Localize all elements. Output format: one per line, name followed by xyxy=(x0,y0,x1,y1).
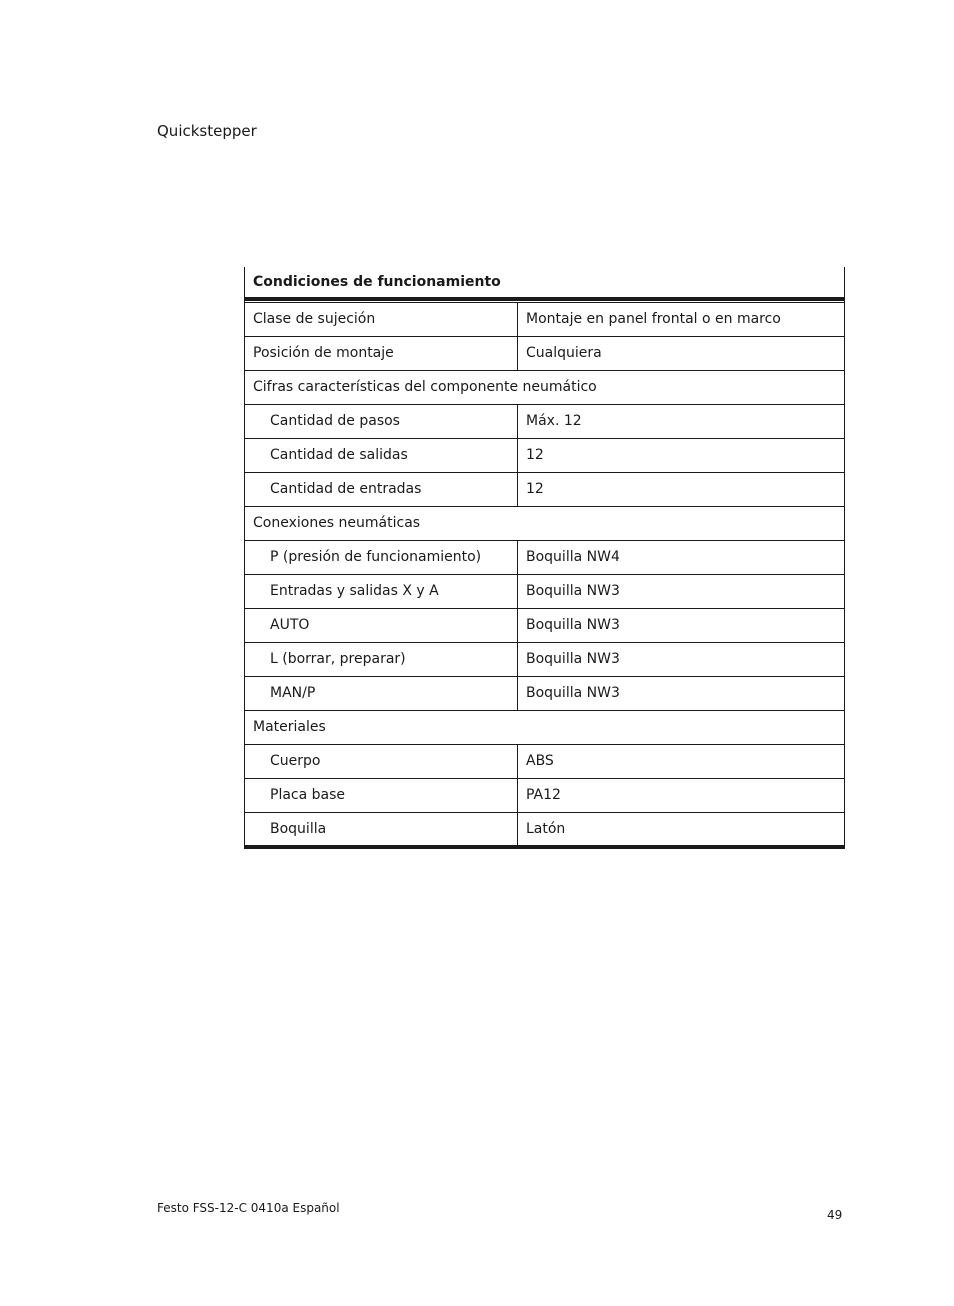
row-value: Boquilla NW3 xyxy=(518,574,845,608)
row-label: Posición de montaje xyxy=(245,336,518,370)
section-label: Cifras características del componente neumático xyxy=(245,370,845,404)
operating-conditions-table xyxy=(244,267,845,849)
row-label: Cantidad de entradas xyxy=(245,472,518,506)
table-row xyxy=(245,778,845,812)
table-row xyxy=(245,812,845,847)
row-value: Latón xyxy=(518,812,845,847)
row-value: Boquilla NW4 xyxy=(518,540,845,574)
table-row xyxy=(245,472,845,506)
row-label: Clase de sujeción xyxy=(245,302,518,336)
table-row xyxy=(245,608,845,642)
row-value: ABS xyxy=(518,744,845,778)
table-row xyxy=(245,642,845,676)
table-title-row xyxy=(245,267,845,299)
row-value: 12 xyxy=(518,472,845,506)
row-value: Máx. 12 xyxy=(518,404,845,438)
row-label: AUTO xyxy=(245,608,518,642)
row-label: Entradas y salidas X y A xyxy=(245,574,518,608)
table-row xyxy=(245,404,845,438)
table-row xyxy=(245,438,845,472)
table-section-row xyxy=(245,710,845,744)
table-section-row xyxy=(245,370,845,404)
row-label: Cantidad de salidas xyxy=(245,438,518,472)
row-value: 12 xyxy=(518,438,845,472)
table-section-row xyxy=(245,506,845,540)
row-label: Cuerpo xyxy=(245,744,518,778)
row-label: Cantidad de pasos xyxy=(245,404,518,438)
row-label: L (borrar, preparar) xyxy=(245,642,518,676)
section-label: Materiales xyxy=(245,710,845,744)
table-row xyxy=(245,302,845,336)
table-row xyxy=(245,676,845,710)
row-value: Boquilla NW3 xyxy=(518,642,845,676)
page-header-title: Quickstepper xyxy=(157,122,257,140)
row-label: P (presión de funcionamiento) xyxy=(245,540,518,574)
row-label: Boquilla xyxy=(245,812,518,847)
row-value: PA12 xyxy=(518,778,845,812)
table-title: Condiciones de funcionamiento xyxy=(245,267,845,299)
table-row xyxy=(245,540,845,574)
table-row xyxy=(245,574,845,608)
table-row xyxy=(245,744,845,778)
row-value: Cualquiera xyxy=(518,336,845,370)
row-value: Montaje en panel frontal o en marco xyxy=(518,302,845,336)
footer-document-id: Festo FSS-12-C 0410a Español xyxy=(157,1201,340,1215)
row-label: Placa base xyxy=(245,778,518,812)
row-label: MAN/P xyxy=(245,676,518,710)
row-value: Boquilla NW3 xyxy=(518,608,845,642)
row-value: Boquilla NW3 xyxy=(518,676,845,710)
page-number: 49 xyxy=(827,1208,843,1222)
section-label: Conexiones neumáticas xyxy=(245,506,845,540)
table-row xyxy=(245,336,845,370)
